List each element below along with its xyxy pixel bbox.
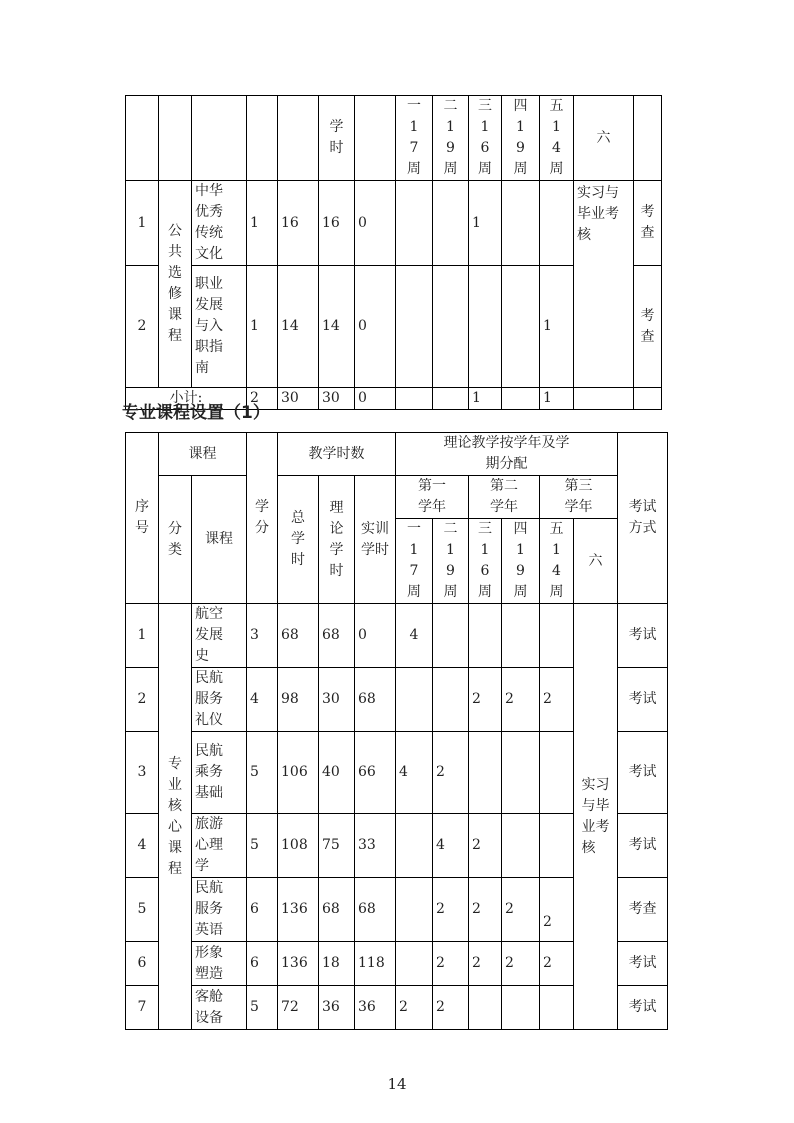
course-name: 航空发展史 (195, 606, 223, 664)
total-hours: 68 (278, 604, 319, 668)
theory-hours: 14 (319, 266, 355, 388)
theory-hours: 30 (319, 668, 355, 732)
course-header: 课程 (192, 476, 247, 604)
exam-method: 考试 (618, 942, 668, 986)
subtotal-credit: 2 (247, 388, 278, 410)
sem4-value: 2 (502, 942, 540, 986)
practice-hours: 68 (355, 878, 396, 942)
practice-hours: 0 (355, 266, 396, 388)
credit: 6 (247, 878, 278, 942)
total-hours-header: 总学时 (290, 510, 305, 568)
sem5-value (540, 181, 574, 266)
sem3-value: 2 (469, 942, 502, 986)
sem3-value: 1 (469, 181, 502, 266)
sem5-header: 五 14 周 (549, 521, 564, 600)
sem2-value (433, 668, 469, 732)
sem5-value: 2 (540, 668, 574, 732)
course-name: 旅游心理学 (195, 816, 223, 874)
sem5-header: 五 14 周 (549, 98, 564, 177)
sem3-value (469, 604, 502, 668)
subtotal-theory: 30 (319, 388, 355, 410)
row-number: 1 (126, 181, 159, 266)
row-number: 3 (126, 732, 159, 814)
sem5-value: 2 (540, 878, 574, 942)
theory-hours: 40 (319, 732, 355, 814)
credit: 1 (247, 266, 278, 388)
practice-hours: 36 (355, 986, 396, 1030)
course-name: 形象塑造 (195, 944, 223, 982)
exam-method: 考试 (618, 732, 668, 814)
sem5-value (540, 814, 574, 878)
year3-header: 第三学年 (564, 478, 593, 515)
hours-label: 学时 (329, 119, 344, 156)
table-row (126, 181, 662, 266)
table-header-row (126, 433, 668, 476)
course-name: 民航服务礼仪 (195, 670, 223, 728)
total-hours: 136 (278, 878, 319, 942)
sem2-value (433, 604, 469, 668)
exam-method: 考试 (618, 668, 668, 732)
sem3-header: 三 16 周 (477, 521, 492, 600)
practice-hours: 33 (355, 814, 396, 878)
row-number: 6 (126, 942, 159, 986)
category-label: 专业核心课程 (168, 755, 182, 877)
credit: 5 (247, 814, 278, 878)
credit: 5 (247, 986, 278, 1030)
sem1-value: 2 (396, 986, 433, 1030)
sem1-value: 4 (396, 604, 433, 668)
exam-method: 考查 (640, 307, 655, 345)
sem3-header: 三 16 周 (477, 98, 492, 177)
theory-hours: 18 (319, 942, 355, 986)
practice-hours: 68 (355, 668, 396, 732)
sem1-value (396, 878, 433, 942)
sem1-value (396, 814, 433, 878)
credit: 5 (247, 732, 278, 814)
exam-method: 考试 (618, 986, 668, 1030)
course-name: 客舱设备 (195, 988, 223, 1026)
sem4-value (502, 604, 540, 668)
practice-hours: 0 (355, 181, 396, 266)
credit: 1 (247, 181, 278, 266)
distribution-header: 理论教学按学年及学期分配 (443, 435, 570, 472)
sem2-value: 2 (433, 942, 469, 986)
sem3-value (469, 732, 502, 814)
public-elective-table (125, 95, 662, 410)
category-header: 分类 (167, 520, 182, 558)
no-header: 序号 (134, 499, 149, 536)
total-hours: 108 (278, 814, 319, 878)
row-number: 4 (126, 814, 159, 878)
course-name: 中华优秀传统文化 (195, 183, 223, 262)
sem2-header: 二 19 周 (443, 521, 458, 600)
sem4-value (502, 814, 540, 878)
page-number: 14 (387, 1075, 407, 1093)
sem1-value (396, 668, 433, 732)
sem3-value: 2 (469, 878, 502, 942)
sem6-note: 实习与毕业考核 (577, 185, 619, 243)
practice-hours: 0 (355, 604, 396, 668)
category-label: 公共选修课程 (168, 223, 182, 344)
exam-method: 考试 (618, 814, 668, 878)
course-name: 民航服务英语 (195, 880, 223, 938)
exam-header: 考试方式 (628, 499, 657, 536)
sem3-value (469, 266, 502, 388)
year2-header: 第二学年 (490, 478, 518, 515)
theory-hours: 75 (319, 814, 355, 878)
sem5-value: 2 (540, 942, 574, 986)
sem2-header: 二 19 周 (443, 98, 458, 177)
practice-hours: 66 (355, 732, 396, 814)
sem3-value (469, 986, 502, 1030)
table-header-row (126, 96, 662, 181)
sem1-value (396, 942, 433, 986)
sem5-value (540, 732, 574, 814)
sem4-value: 2 (502, 878, 540, 942)
sem5-value (540, 986, 574, 1030)
table-header-row (126, 476, 668, 519)
sem6-header: 六 (574, 96, 634, 181)
hours-header: 教学时数 (278, 433, 396, 476)
practice-hours: 118 (355, 942, 396, 986)
total-hours: 98 (278, 668, 319, 732)
total-hours: 14 (278, 266, 319, 388)
sem4-header: 四 19 周 (513, 521, 528, 600)
sem6-header: 六 (574, 519, 618, 604)
sem4-value: 2 (502, 668, 540, 732)
total-hours: 72 (278, 986, 319, 1030)
professional-course-table (125, 432, 668, 1030)
theory-hours: 68 (319, 878, 355, 942)
subtotal-total: 30 (278, 388, 319, 410)
sem3-value: 2 (469, 814, 502, 878)
sem5-value: 1 (540, 266, 574, 388)
sem2-value: 2 (433, 878, 469, 942)
sem4-value (502, 732, 540, 814)
theory-hours-header: 理论学时 (329, 499, 344, 579)
course-name: 民航乘务基础 (195, 743, 223, 801)
row-number: 2 (126, 266, 159, 388)
sem3-value: 2 (469, 668, 502, 732)
credit-header: 学分 (254, 499, 269, 536)
sem2-value: 2 (433, 986, 469, 1030)
sem1-value: 4 (396, 732, 433, 814)
row-number: 5 (126, 878, 159, 942)
row-number: 2 (126, 668, 159, 732)
course-group-header: 课程 (159, 433, 247, 476)
course-name: 职业发展与入职指南 (195, 276, 223, 376)
sem2-value: 4 (433, 814, 469, 878)
subtotal-label: 小计: (126, 388, 247, 410)
year1-header: 第一学年 (418, 478, 446, 515)
sem2-value: 2 (433, 732, 469, 814)
credit: 3 (247, 604, 278, 668)
subtotal-sem3: 1 (469, 388, 502, 410)
total-hours: 16 (278, 181, 319, 266)
total-hours: 136 (278, 942, 319, 986)
sem5-value (540, 604, 574, 668)
subtotal-sem5: 1 (540, 388, 574, 410)
credit: 4 (247, 668, 278, 732)
practice-hours-header: 实训学时 (361, 520, 389, 558)
sem6-note: 实习与毕业考核 (581, 776, 610, 856)
sem4-value (502, 986, 540, 1030)
total-hours: 106 (278, 732, 319, 814)
exam-method: 考试 (618, 604, 668, 668)
theory-hours: 68 (319, 604, 355, 668)
row-number: 7 (126, 986, 159, 1030)
theory-hours: 36 (319, 986, 355, 1030)
table-row (126, 604, 668, 668)
section-title: 专业课程设置（1） (122, 403, 270, 423)
exam-method: 考查 (618, 878, 668, 942)
credit: 6 (247, 942, 278, 986)
subtotal-practice: 0 (355, 388, 396, 410)
row-number: 1 (126, 604, 159, 668)
theory-hours: 16 (319, 181, 355, 266)
exam-method: 考查 (640, 204, 655, 241)
sem4-header: 四 19 周 (513, 98, 528, 177)
sem1-header: 一 17 周 (406, 521, 421, 600)
sem1-header: 一 17 周 (406, 98, 421, 177)
